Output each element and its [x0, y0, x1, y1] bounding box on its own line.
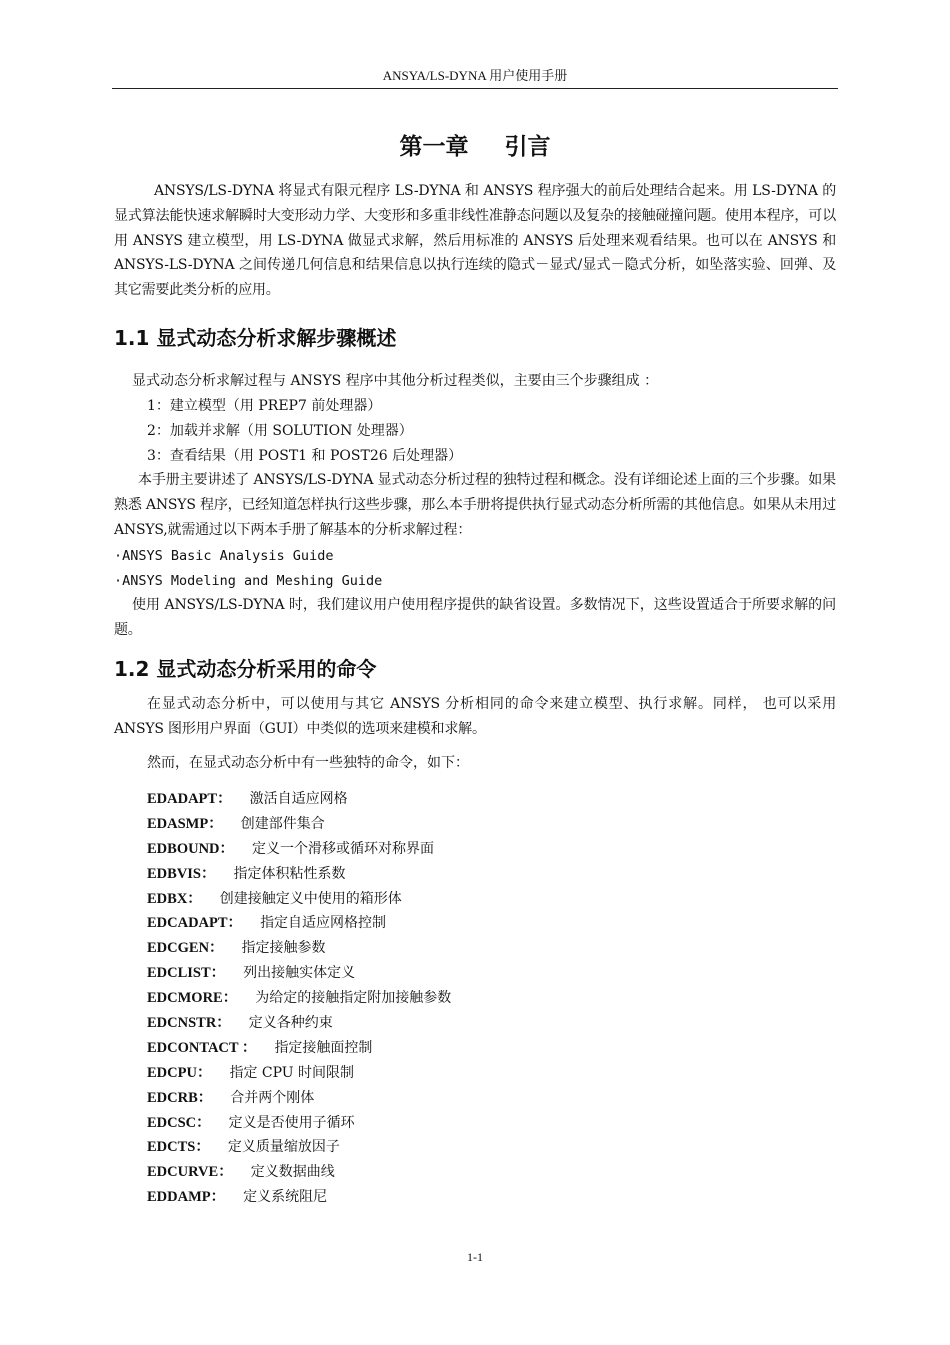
command-description: 激活自适应网格: [249, 791, 348, 807]
command-name: EDCNSTR：: [147, 1015, 231, 1032]
command-item: [147, 1160, 827, 1185]
command-name: EDCADAPT：: [147, 915, 243, 932]
command-name: EDCGEN：: [147, 940, 224, 957]
command-description: 指定自适应网格控制: [260, 915, 387, 932]
command-item: [147, 1036, 827, 1061]
command-name: EDCPU：: [147, 1064, 212, 1081]
step-item: 1：建立模型（用 PREP7 前处理器）: [147, 398, 382, 414]
command-description: 定义数据曲线: [250, 1164, 335, 1181]
command-item: [147, 837, 827, 862]
page-number: 1-1: [467, 1250, 483, 1264]
command-name: EDASMP：: [147, 815, 223, 832]
command-item: [147, 1011, 827, 1036]
command-description: 指定体积粘性系数: [233, 865, 346, 882]
command-item: [147, 787, 827, 812]
command-item: [147, 812, 827, 837]
command-item: [147, 1086, 827, 1111]
command-description: 创建接触定义中使用的箱形体: [219, 890, 402, 907]
command-description: 为给定的接触指定附加接触参数: [255, 990, 452, 1007]
command-description: 定义各种约束: [248, 1015, 333, 1032]
command-name: EDCURVE：: [147, 1164, 233, 1181]
command-item: [147, 936, 827, 961]
command-item: [147, 1061, 827, 1086]
command-item: [147, 1135, 827, 1160]
command-description: 指定接触面控制: [274, 1039, 373, 1056]
guide-item: ·ANSYS Basic Analysis Guide: [114, 548, 334, 564]
command-name: EDCMORE：: [147, 990, 238, 1007]
command-description: 指定接触参数: [241, 940, 326, 957]
command-item: [147, 961, 827, 986]
command-item: [147, 986, 827, 1011]
section2-lead: 然而，在显式动态分析中有一些独特的命令，如下：: [147, 755, 469, 771]
intro-paragraph: ANSYS/LS-DYNA 将显式有限元程序 LS-DYNA 和 ANSYS 程序强大的前后处理结合起来。用 LS-DYNA 的显式算法能快速求解瞬时大变形动力学、大变形和多重非线性准静态问题以及复杂的接触碰撞问题。使用本程序，可以用 ANSYS 建立模型，用 LS-DYNA 做显式求解，然后用标准的 ANSYS 后处理来观看结果。也可以在 ANSYS 和 ANSYS-LS-DYNA 之间传递几何信息和结果信息以执行连续的隐式－显式/显式－隐式分析，如坠落实验、回弹、及其它需要此类分析的应用。: [114, 183, 836, 299]
section-heading-1-1: 1.1 显式动态分析求解步骤概述: [114, 326, 397, 350]
command-description: 定义系统阻尼: [243, 1189, 328, 1206]
running-header: ANSYA/LS-DYNA 用户使用手册: [382, 68, 568, 83]
chapter-name: 引言: [504, 134, 551, 160]
command-name: EDCSC：: [147, 1114, 211, 1131]
command-name: EDBOUND：: [147, 840, 235, 857]
command-description: 定义一个滑移或循环对称界面: [252, 840, 435, 857]
header-divider: [112, 88, 838, 89]
command-description: 定义质量缩放因子: [227, 1139, 340, 1156]
section-heading-1-2: 1.2 显式动态分析采用的命令: [114, 657, 377, 681]
command-name: EDCRB：: [147, 1089, 213, 1106]
command-name: EDCONTACT ：: [147, 1039, 257, 1056]
command-item: [147, 1111, 827, 1136]
command-name: EDBVIS：: [147, 865, 216, 882]
command-name: EDCLIST：: [147, 965, 226, 982]
command-list: [147, 787, 827, 1210]
command-name: EDBX：: [147, 890, 202, 907]
step-item: 3：查看结果（用 POST1 和 POST26 后处理器）: [147, 448, 463, 464]
command-name: EDADAPT：: [147, 791, 232, 807]
command-item: [147, 911, 827, 936]
section1-lead: 显式动态分析求解过程与 ANSYS 程序中其他分析过程类似，主要由三个步骤组成 ：: [132, 373, 659, 389]
command-item: [147, 1185, 827, 1210]
chapter-title: [0, 132, 950, 162]
command-description: 列出接触实体定义: [243, 965, 356, 982]
command-name: EDDAMP：: [147, 1189, 226, 1206]
section2-body: 在显式动态分析中，可以使用与其它 ANSYS 分析相同的命令来建立模型、执行求解。同样， 也可以采用 ANSYS 图形用户界面（GUI）中类似的选项来建模和求解。: [114, 696, 836, 737]
chapter-number: 第一章: [399, 134, 469, 160]
section1-closing: 使用 ANSYS/LS-DYNA 时，我们建议用户使用程序提供的缺省设置。多数情况下，这些设置适合于所要求解的问题。: [114, 597, 836, 638]
command-description: 指定 CPU 时间限制: [229, 1064, 355, 1081]
command-name: EDCTS：: [147, 1139, 210, 1156]
guide-item: ·ANSYS Modeling and Meshing Guide: [114, 573, 383, 589]
step-item: 2：加载并求解（用 SOLUTION 处理器）: [147, 423, 413, 439]
command-description: 定义是否使用子循环: [228, 1114, 355, 1131]
command-description: 合并两个刚体: [230, 1089, 315, 1106]
command-item: [147, 887, 827, 912]
command-item: [147, 862, 827, 887]
section1-body: 本手册主要讲述了 ANSYS/LS-DYNA 显式动态分析过程的独特过程和概念。没有详细论述上面的三个步骤。如果熟悉 ANSYS 程序，已经知道怎样执行这些步骤，那么本手册将提供执行显式动态分析所需的其他信息。如果从未用过 ANSYS,就需通过以下两本手册了解基本的分析求解过程：: [114, 472, 836, 538]
command-description: 创建部件集合: [240, 815, 325, 832]
